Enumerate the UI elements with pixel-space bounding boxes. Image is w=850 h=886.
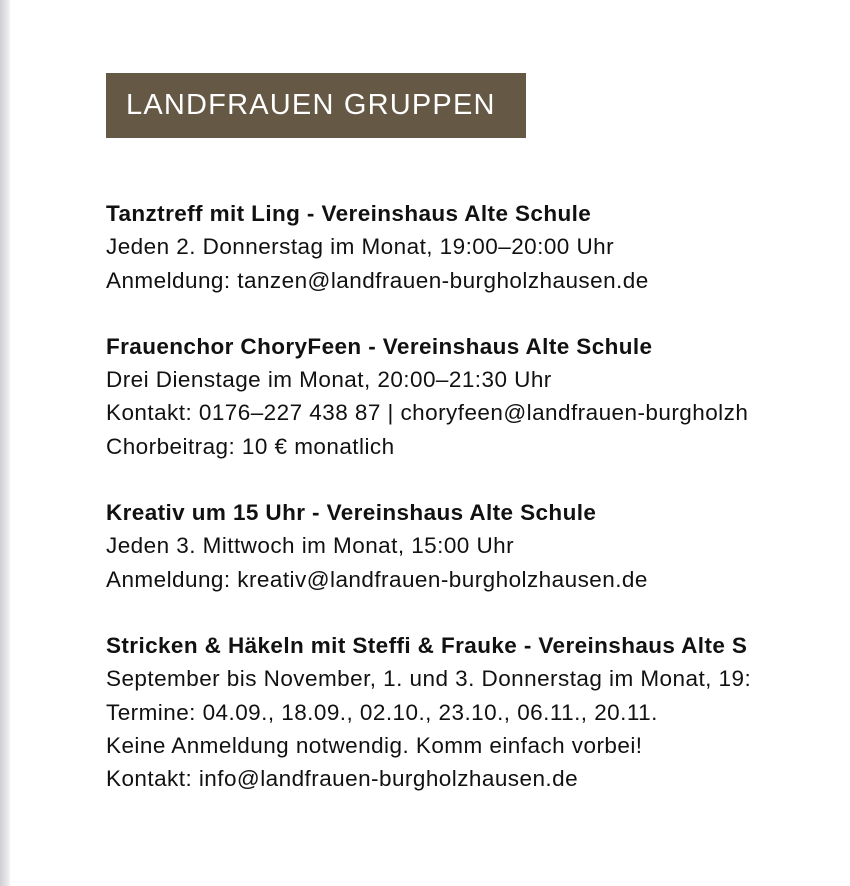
group-fee: Chorbeitrag: 10 € monatlich [106, 433, 395, 459]
group-schedule: Drei Dienstage im Monat, 20:00–21:30 Uhr [106, 367, 552, 393]
group-registration: Anmeldung: tanzen@landfrauen-burgholzhausen.de [106, 267, 649, 293]
group-title: Kreativ um 15 Uhr - Vereinshaus Alte Schule [106, 500, 597, 526]
group-dates: Termine: 04.09., 18.09., 02.10., 23.10., 06.11., 20.11. [106, 699, 658, 725]
group-title: Tanztreff mit Ling - Vereinshaus Alte Schule [106, 201, 592, 226]
page-left-edge [0, 0, 10, 886]
group-contact: Kontakt: info@landfrauen-burgholzhausen.de [106, 766, 579, 792]
group-title: Stricken & Häkeln mit Steffi & Frauke - Vereinshaus Alte S [106, 632, 748, 658]
page-content [106, 73, 850, 828]
groups-list [106, 197, 850, 795]
group-title: Frauenchor ChoryFeen - Vereinshaus Alte Schule [106, 333, 653, 359]
group-schedule: Jeden 2. Donnerstag im Monat, 19:00–20:00 Uhr [106, 234, 615, 260]
section-heading: LANDFRAUEN GRUPPEN [106, 73, 526, 138]
group-stricken [106, 629, 850, 795]
group-registration: Anmeldung: kreativ@landfrauen-burgholzhausen.de [106, 566, 648, 592]
group-schedule: September bis November, 1. und 3. Donnerstag im Monat, 19: [106, 666, 752, 692]
group-schedule: Jeden 3. Mittwoch im Monat, 15:00 Uhr [106, 533, 515, 559]
group-tanztreff [106, 197, 850, 297]
group-contact: Kontakt: 0176–227 438 87 | choryfeen@landfrauen-burgholzh [106, 400, 749, 426]
group-frauenchor [106, 330, 850, 463]
group-note: Keine Anmeldung notwendig. Komm einfach vorbei! [106, 732, 643, 758]
group-kreativ [106, 496, 850, 596]
